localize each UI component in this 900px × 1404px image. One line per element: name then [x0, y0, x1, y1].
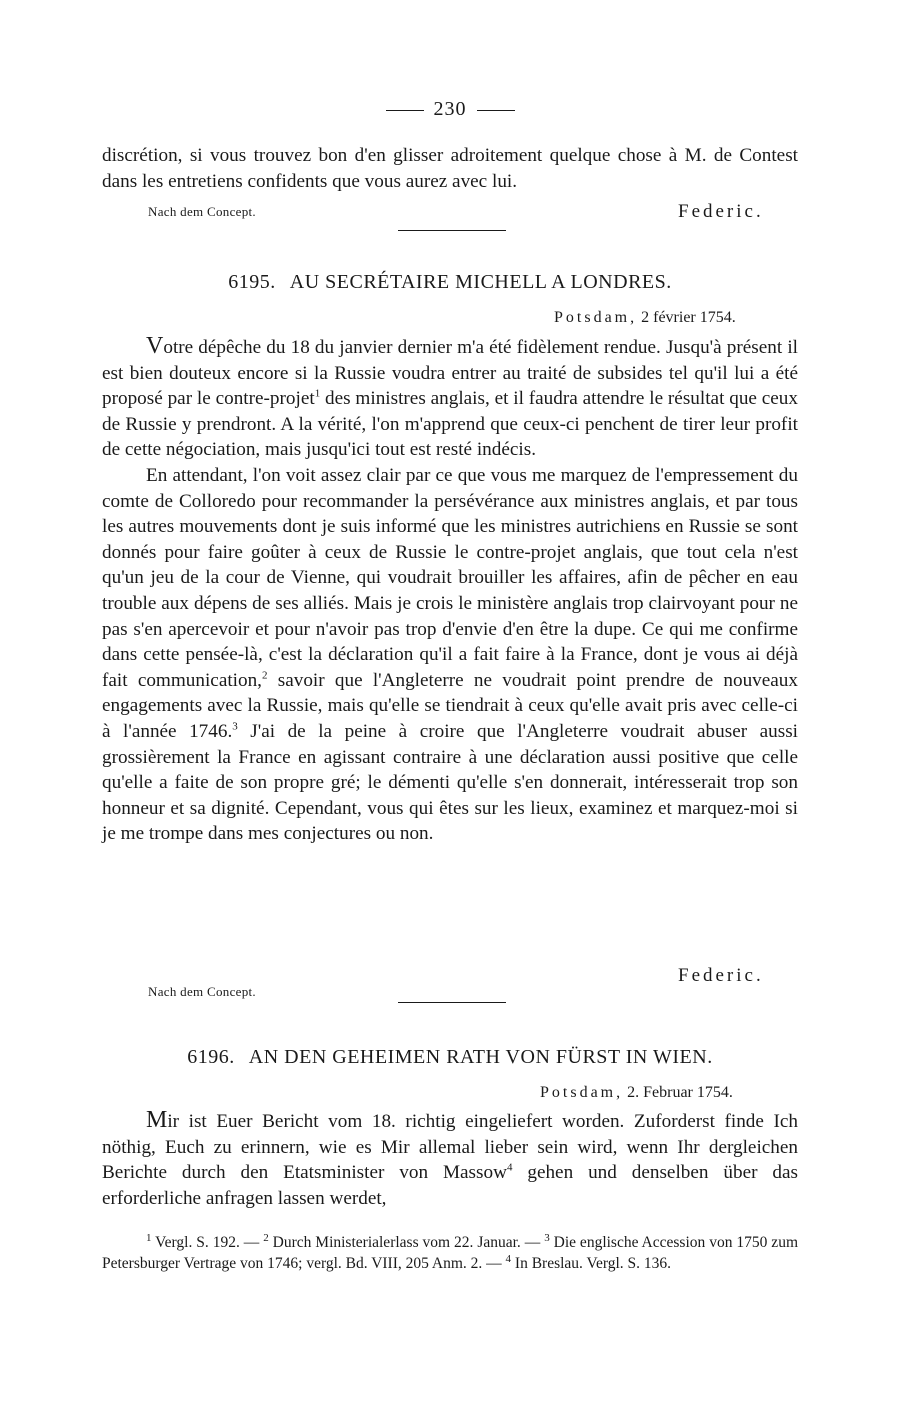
paragraph-text: otre dépêche du 18 du janvier dernier m'a été fidèlement rendue. Jusqu'à présent il est bien douteux encore si la Russie voudra entrer au traité de subsides tel qu'il lui a été proposé par le contre-projet: [102, 337, 798, 410]
footnote-mark-1: 1: [146, 1231, 152, 1244]
signature-1: Federic.: [678, 201, 764, 222]
letter-6196-dateline: [540, 1084, 733, 1102]
letter-6195-date: 2 février 1754.: [641, 309, 736, 326]
footnote-ref-4: 4: [506, 1161, 513, 1174]
footnote-ref-1: 1: [314, 387, 321, 400]
page-number: [0, 98, 900, 121]
footnotes: [102, 1232, 798, 1274]
letter-6196-place: Potsdam,: [540, 1084, 624, 1101]
footnote-mark-4: 4: [505, 1252, 512, 1265]
paragraph-text: En attendant, l'on voit assez clair par ce que vous me marquez de l'empressement du comte de Colloredo pour recommander la persévérance aux ministres anglais, et par tous les autres mouvements dont je suis informé que les ministres autrichiens en Russie se sont donnés pour faire goûter à ceux de Russie le contre-projet anglais, que tout cela n'est qu'un jeu de la cour de Vienne, qui voudrait brouiller les affaires, afin de pêcher en eau trouble aux dépens de ses alliés. Mais je crois le ministère anglais trop clairvoyant pour ne pas s'en apercevoir et pour n'avoir pas trop d'envie d'en être la dupe. Ce qui me confirme dans cette pensée-là, c'est la déclaration qu'il a fait faire à la France, dont je vous ai déjà fait communication,: [102, 464, 798, 691]
letter-6196-heading: [0, 1046, 900, 1069]
paragraph-text: savoir que l'Angleterre ne voudrait point prendre de nouveaux engagements avec la Russie, mais qu'elle se tiendrait à ceux qu'elle avait pris avec celle-ci à l'année 1746.: [102, 669, 798, 742]
letter-6196-number: 6196.: [187, 1046, 235, 1068]
letter-6195-paragraph-2: [102, 463, 798, 847]
signature-2: Federic.: [678, 965, 764, 986]
letter-6195-heading: [0, 271, 900, 294]
footnote-3: Die englische Accession von 1750 zum Petersburger Vertrage von 1746; vergl. Bd. VIII, 205 Anm. 2. —: [102, 1234, 798, 1272]
letter-6195-dateline: [554, 309, 736, 327]
paragraph-text: des ministres anglais, et il faudra attendre le résultat que ceux de Russie y prendront. A la vérité, l'on m'apprend que ceux-ci penchent de tirer leur profit de cette négociation, mais jusqu'ici tout est resté indécis.: [102, 388, 798, 461]
section-divider-2: [398, 1002, 506, 1003]
paragraph-text: gehen und denselben über das erforderliche anfragen lassen werdet,: [102, 1162, 798, 1209]
letter-6196-title: AN DEN GEHEIMEN RATH VON FÜRST IN WIEN.: [248, 1046, 713, 1068]
page-number-text: 230: [433, 98, 467, 120]
letter-6195-title: AU SECRÉTAIRE MICHELL A LONDRES.: [289, 271, 672, 293]
footnote-ref-3: 3: [232, 720, 238, 733]
letter-6196-body: [102, 1108, 798, 1211]
footnote-mark-2: 2: [263, 1231, 269, 1244]
initial-letter: M: [146, 1107, 168, 1133]
letter-6195-place: Potsdam,: [554, 309, 638, 326]
letter-6195-body: [102, 334, 798, 847]
section-divider-1: [398, 230, 506, 231]
footnote-ref-2: 2: [261, 669, 268, 682]
letter-6196-paragraph-1: [102, 1108, 798, 1211]
continuation-paragraph: [102, 143, 798, 194]
footnote-4: In Breslau. Vergl. S. 136.: [511, 1255, 672, 1272]
paragraph-text: J'ai de la peine à croire que l'Angleterre voudrait abuser aussi grossièrement la France en agissant contraire à une déclaration aussi positive que celle qu'elle a faite de son propre gré; le démenti qu'elle s'en donnerait, intéresserait trop son honneur et sa dignité. Cependant, vous qui êtes sur les lieux, examinez et marquez-moi si je me trompe dans mes conjectures ou non.: [102, 720, 798, 845]
letter-6195-paragraph-1: [102, 334, 798, 463]
continuation-text: discrétion, si vous trouvez bon d'en glisser adroitement quelque chose à M. de Contest dans les entretiens confidents que vous aurez avec lui.: [102, 145, 798, 192]
letter-6196-date: 2. Februar 1754.: [627, 1084, 733, 1101]
footnote-mark-3: 3: [544, 1231, 550, 1244]
footnote-2: Durch Ministerialerlass vom 22. Januar. —: [268, 1234, 545, 1251]
source-note-1: Nach dem Concept.: [148, 204, 256, 219]
source-note-2: Nach dem Concept.: [148, 984, 256, 999]
page-number-dash-left: [386, 110, 424, 111]
page-number-dash-right: [477, 110, 515, 111]
paragraph-text: ir ist Euer Bericht vom 18. richtig eingeliefert worden. Zuforderst finde Ich nöthig, Euch zu erinnern, wie es Mir allemal lieber sein wird, wenn Ihr dergleichen Berichte durch den Etatsminister von Massow: [102, 1111, 798, 1184]
footnote-1: Vergl. S. 192. —: [151, 1234, 264, 1251]
letter-6195-number: 6195.: [228, 271, 276, 293]
initial-letter: V: [146, 333, 164, 359]
